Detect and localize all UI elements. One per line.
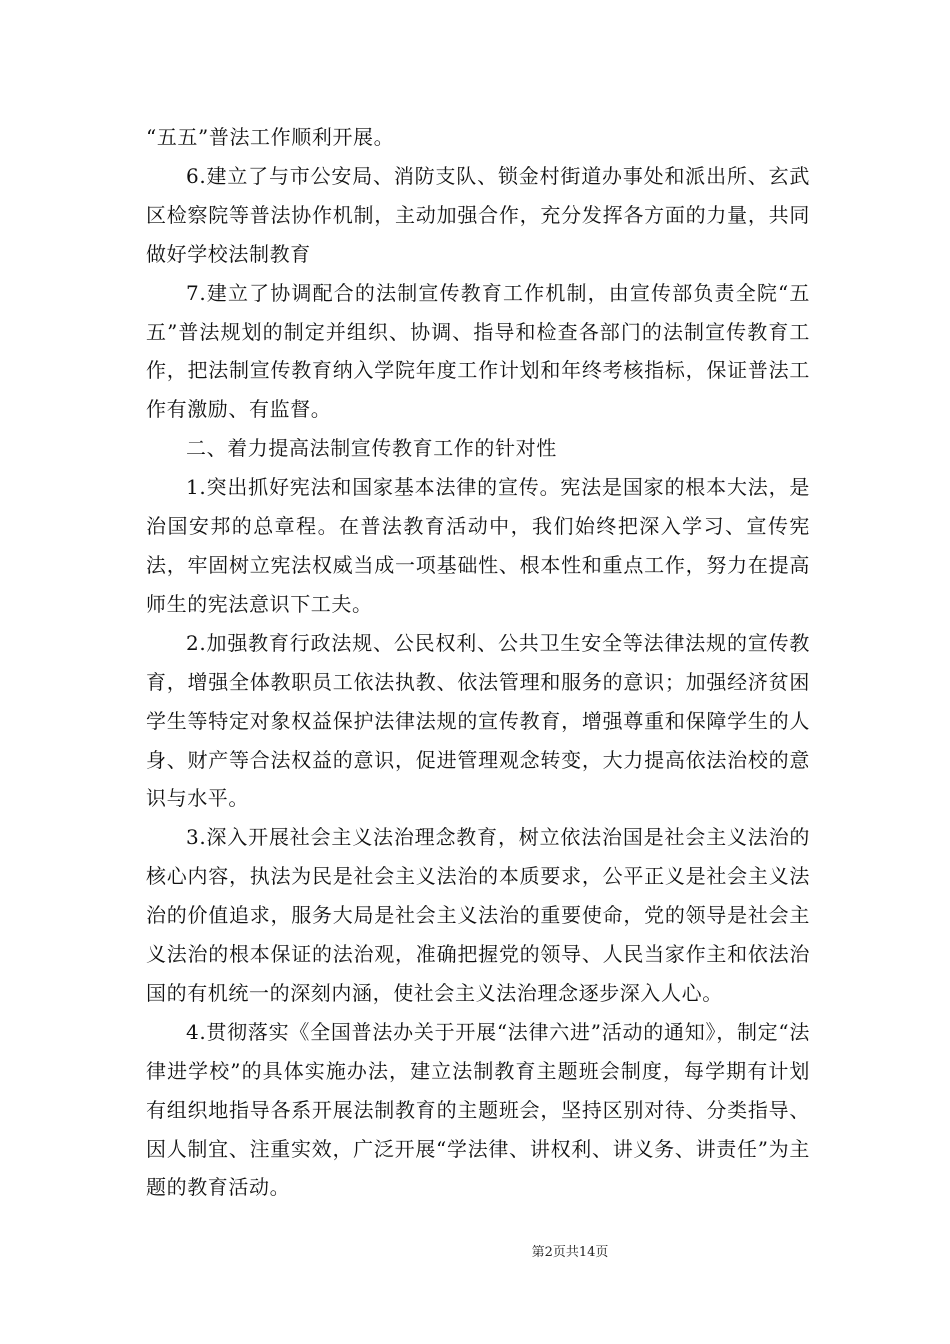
paragraph-item-3: 3.深入开展社会主义法治理念教育，树立依法治国是社会主义法治的核心内容，执法为民是社会主义法治的本质要求，公平正义是社会主义法治的价值追求，服务大局是社会主义法治的重要使命，党的领导是社会主义法治的根本保证的法治观，准确把握党的领导、人民当家作主和依法治国的有机统一的深刻内涵，使社会主义法治理念逐步深入人心。: [146, 825, 810, 1005]
paragraph-item-6: 6.建立了与市公安局、消防支队、锁金村街道办事处和派出所、玄武区检察院等普法协作机制，主动加强合作，充分发挥各方面的力量，共同做好学校法制教育: [146, 163, 810, 266]
paragraph-item-1: 1.突出抓好宪法和国家基本法律的宣传。宪法是国家的根本大法，是治国安邦的总章程。在普法教育活动中，我们始终把深入学习、宣传宪法，牢固树立宪法权威当成一项基础性、根本性和重点工作，努力在提高师生的宪法意识下工夫。: [146, 475, 810, 616]
paragraph-item-4: 4.贯彻落实《全国普法办关于开展“法律六进”活动的通知》，制定“法律进学校”的具体实施办法，建立法制教育主题班会制度，每学期有计划有组织地指导各系开展法制教育的主题班会，坚持区别对待、分类指导、因人制宜、注重实效，广泛开展“学法律、讲权利、讲义务、讲责任”为主题的教育活动。: [146, 1019, 810, 1200]
paragraph-item-7: 7.建立了协调配合的法制宣传教育工作机制，由宣传部负责全院“五五”普法规划的制定并组织、协调、指导和检查各部门的法制宣传教育工作，把法制宣传教育纳入学院年度工作计划和年终考核指标，保证普法工作有激励、有监督。: [146, 280, 810, 422]
paragraph-item-2: 2.加强教育行政法规、公民权利、公共卫生安全等法律法规的宣传教育，增强全体教职员工依法执教、依法管理和服务的意识；加强经济贫困学生等特定对象权益保护法律法规的宣传教育，增强尊重和保障学生的人身、财产等合法权益的意识，促进管理观念转变，大力提高依法治校的意识与水平。: [146, 630, 810, 811]
section-heading-2: 二、着力提高法制宣传教育工作的针对性: [186, 436, 557, 461]
paragraph-continuation: “五五”普法工作顺利开展。: [146, 125, 395, 149]
document-body: [146, 118, 810, 1207]
page-number-footer: 第2页共14页: [531, 1245, 609, 1260]
